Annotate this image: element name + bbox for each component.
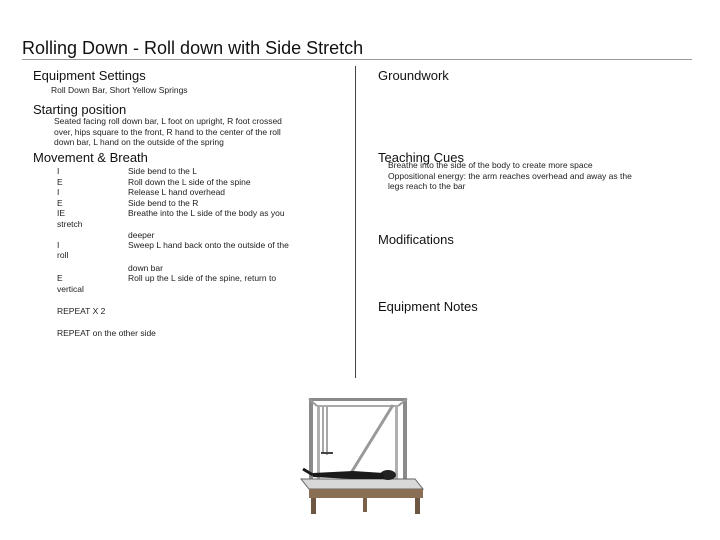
movement-step: Breathe into the L side of the body as you <box>128 208 285 218</box>
repeat-count: REPEAT X 2 <box>57 306 106 316</box>
modifications-heading: Modifications <box>378 232 454 247</box>
breath-label: IE <box>57 208 66 218</box>
movement-step: Side bend to the L <box>128 166 198 176</box>
teaching-cues-text <box>388 160 688 192</box>
movement-step: Roll up the L side of the spine, return to <box>128 273 277 283</box>
movement-heading: Movement & Breath <box>33 150 148 165</box>
table-leg <box>415 498 420 514</box>
breath-label: stretch <box>57 219 83 229</box>
movement-step: Side bend to the R <box>128 198 199 208</box>
title-divider <box>22 59 692 60</box>
page-title: Rolling Down - Roll down with Side Stretch <box>22 38 364 58</box>
breath-label: vertical <box>57 284 84 294</box>
movement-step: Sweep L hand back onto the outside of the <box>128 240 289 250</box>
movement-step: deeper <box>128 230 155 240</box>
breath-label: roll <box>57 250 69 260</box>
groundwork-heading: Groundwork <box>378 68 449 83</box>
starting-position-line: Seated facing roll down bar, L foot on upright, R foot crossed <box>54 116 282 126</box>
starting-position-heading: Starting position <box>33 102 127 117</box>
table-leg <box>311 498 316 514</box>
breath-label: I <box>57 240 60 250</box>
equipment-notes-heading: Equipment Notes <box>378 299 478 314</box>
movement-step: Roll down the L side of the spine <box>128 177 251 187</box>
starting-position-line: over, hips square to the front, R hand to the center of the roll <box>54 126 281 137</box>
starting-position-line: down bar, L hand on the outside of the spring <box>54 137 224 147</box>
teaching-cues-heading: Teaching Cues <box>378 150 464 165</box>
table-leg <box>363 498 367 512</box>
table-top <box>301 479 423 489</box>
breath-label: I <box>57 166 60 176</box>
equipment-settings-heading: Equipment Settings <box>33 68 146 83</box>
breath-label: E <box>57 177 63 187</box>
teaching-cue-line: Breathe into the side of the body to create more space <box>388 160 593 170</box>
breath-label: E <box>57 273 63 283</box>
top-frame-front <box>309 398 407 401</box>
movement-step: down bar <box>128 263 163 273</box>
right-back-upright <box>395 405 398 485</box>
column-divider <box>355 66 356 378</box>
equipment-settings-value: Roll Down Bar, Short Yellow Springs <box>51 85 188 95</box>
table-frame <box>309 489 423 498</box>
top-frame-back <box>317 405 398 407</box>
exercise-photo <box>293 393 430 535</box>
breath-label: E <box>57 198 63 208</box>
teaching-cue-line: legs reach to the bar <box>388 181 466 191</box>
breath-label: I <box>57 187 60 197</box>
repeat-other-side: REPEAT on the other side <box>57 328 156 338</box>
movement-step: Release L hand overhead <box>128 187 226 197</box>
starting-position-text <box>54 116 344 148</box>
teaching-cue-line: Oppositional energy: the arm reaches overhead and away as the <box>388 170 632 181</box>
